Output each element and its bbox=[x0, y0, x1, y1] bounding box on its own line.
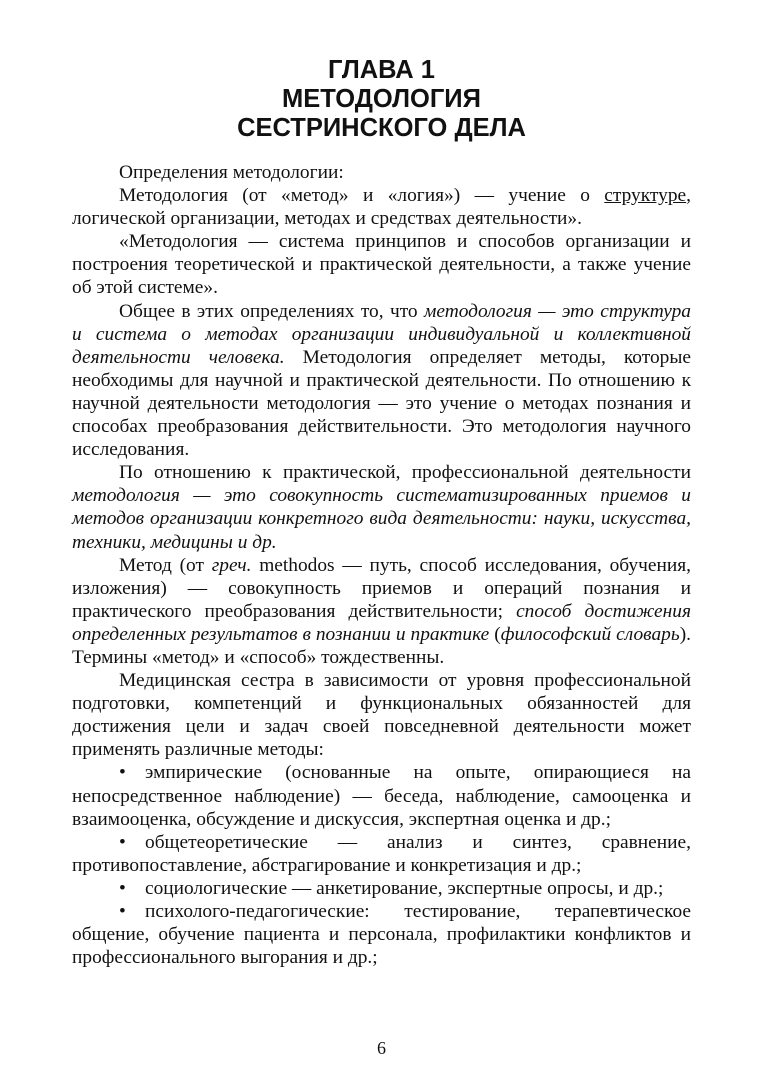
paragraph-common-definition bbox=[72, 300, 691, 462]
list-item-text: эмпирические (основанные на опыте, опирающиеся на непосредственное наблюдение) — беседа, наблюдение, самооценка и взаимооценка, обсуждение и дискуссия, экспертная оценка и др.; bbox=[72, 762, 691, 830]
text-span: methodos — путь, способ исследования, обучения, изложения) — совокупность приемов и операций познания и практического преобразования действительности; bbox=[72, 554, 691, 622]
underlined-term: структуре bbox=[604, 185, 687, 207]
italic-span: методология — это структура и система о методах организации индивидуальной и коллективной деятельности человека. bbox=[72, 300, 691, 368]
italic-span: методология — это совокупность систематизированных приемов и методов организации конкретного вида деятельности: науки, искусства, техники, медицины и др. bbox=[72, 485, 691, 553]
text-span: Метод (от bbox=[119, 554, 212, 576]
paragraph-practical-methodology bbox=[72, 461, 691, 553]
text-span: По отношению к практической, профессиональной деятельности bbox=[119, 462, 691, 484]
text-span: Методология (от «метод» и «логия») — учение о bbox=[119, 185, 605, 207]
text-span: , логической организации, методах и средствах деятельности». bbox=[72, 185, 691, 230]
bullet-icon: • bbox=[119, 762, 126, 784]
bullet-icon: • bbox=[119, 901, 126, 922]
list-item bbox=[72, 900, 691, 969]
chapter-heading bbox=[72, 56, 691, 143]
chapter-number: ГЛАВА 1 bbox=[328, 56, 435, 84]
text-span: ( bbox=[489, 623, 501, 645]
list-item-text: социологические — анкетирование, экспертные опросы, и др.; bbox=[145, 877, 664, 899]
bullet-icon: • bbox=[119, 877, 126, 899]
chapter-title-line2: СЕСТРИНСКОГО ДЕЛА bbox=[237, 114, 526, 142]
page-number: 6 bbox=[377, 1038, 386, 1058]
text-span: ). Термины «метод» и «способ» тождественны. bbox=[72, 623, 691, 668]
paragraph-definitions: Определения методологии: bbox=[119, 162, 344, 183]
body-text bbox=[72, 161, 691, 969]
list-item bbox=[72, 761, 691, 830]
list-item bbox=[72, 877, 691, 900]
italic-span: греч. bbox=[211, 554, 252, 576]
text-span: Методология определяет методы, которые необходимы для научной и практической деятельности. По отношению к научной деятельности методология — это учение о методах познания и способах преобразования действительности. Это методология научного исследования. bbox=[72, 346, 691, 461]
paragraph-methodology-definition-1 bbox=[72, 184, 691, 230]
chapter-title-line1: МЕТОДОЛОГИЯ bbox=[282, 85, 481, 113]
italic-span: способ достижения определенных результатов в познании и практике bbox=[72, 600, 691, 645]
paragraph-nurse-methods: Медицинская сестра в зависимости от уровня профессиональной подготовки, компетенций и функциональных обязанностей для достижения цели и задач своей повседневной деятельности может применять различные методы: bbox=[72, 670, 691, 761]
italic-span: философский словарь bbox=[500, 623, 680, 645]
list-item-text: психолого-педагогические: тестирование, терапевтическое общение, обучение пациента и персонала, профилактики конфликтов и профессионального выгорания и др.; bbox=[72, 901, 691, 969]
list-item-text: общетеоретические — анализ и синтез, сравнение, противопоставление, абстрагирование и конкретизация и др.; bbox=[72, 831, 691, 876]
paragraph-methodology-definition-2: «Методология — система принципов и способов организации и построения теоретической и практической деятельности, а также учение об этой системе». bbox=[72, 231, 691, 299]
text-span: Общее в этих определениях то, что bbox=[119, 300, 425, 322]
list-item bbox=[72, 831, 691, 877]
bullet-icon: • bbox=[119, 831, 126, 853]
paragraph-method-definition bbox=[72, 554, 691, 669]
page-content bbox=[72, 52, 691, 969]
